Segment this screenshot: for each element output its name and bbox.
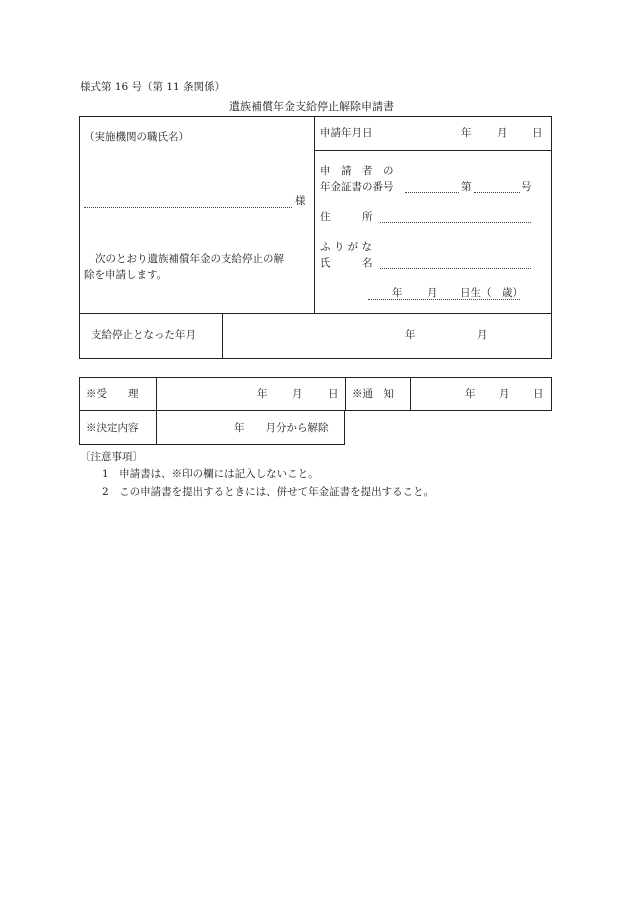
- date-day: 日: [532, 127, 543, 139]
- form-number: 様式第 16 号（第 11 条関係）: [80, 81, 226, 93]
- pension-number-line-b[interactable]: [474, 192, 520, 193]
- receipt-day: 日: [328, 388, 339, 400]
- receipt-year: 年: [257, 388, 268, 400]
- application-box: [79, 116, 552, 359]
- notes-heading: 〔注意事項〕: [80, 451, 143, 463]
- stop-month: 月: [477, 329, 488, 341]
- office-col-divider-2: [345, 377, 346, 411]
- stop-month-label: 支給停止となった年月: [91, 329, 196, 341]
- notice-month: 月: [499, 388, 510, 400]
- furigana-label: ふ り が な: [320, 241, 373, 253]
- decision-value: 年 月分から解除: [234, 422, 329, 434]
- office-col-divider: [156, 377, 157, 445]
- pension-number-label: 年金証書の番号: [320, 181, 394, 193]
- note-item-2: 2 この申請書を提出するときには、併せて年金証書を提出すること。: [102, 486, 435, 498]
- birth-day-age: 日生（ 歳）: [460, 287, 523, 299]
- notice-year: 年: [465, 388, 476, 400]
- pension-number-line-a[interactable]: [405, 192, 459, 193]
- note-item-1: 1 申請書は、※印の欄には記入しないこと。: [102, 468, 319, 480]
- date-row-divider: [314, 150, 552, 151]
- application-date-label: 申請年月日: [320, 127, 373, 139]
- honorific-sama: 様: [295, 195, 306, 207]
- notice-label: ※通 知: [352, 388, 394, 400]
- birth-month: 月: [427, 287, 438, 299]
- form-title: 遺族補償年金支給停止解除申請書: [229, 100, 394, 113]
- center-divider: [314, 116, 315, 313]
- pension-number-suffix: 号: [521, 181, 532, 193]
- stop-year: 年: [405, 329, 416, 341]
- pension-number-prefix: 第: [461, 181, 472, 193]
- request-text-line1: 次のとおり遺族補償年金の支給停止の解: [95, 253, 284, 265]
- address-line[interactable]: [380, 222, 531, 223]
- org-name-line[interactable]: [84, 207, 292, 208]
- date-year: 年: [461, 127, 472, 139]
- address-label: 住 所: [320, 211, 373, 223]
- applicant-label: 申 請 者 の: [320, 165, 394, 177]
- request-text-line2: 除を申請します。: [84, 269, 168, 281]
- stop-row-col-divider: [222, 313, 223, 359]
- birth-date-line[interactable]: [368, 299, 520, 300]
- name-label: 氏 名: [320, 257, 373, 269]
- receipt-month: 月: [292, 388, 303, 400]
- notice-day: 日: [533, 388, 544, 400]
- decision-label: ※決定内容: [86, 422, 139, 434]
- name-line[interactable]: [380, 268, 531, 269]
- birth-year: 年: [392, 287, 403, 299]
- org-label: （実施機関の職氏名）: [84, 131, 189, 143]
- stop-row-divider: [79, 313, 552, 314]
- receipt-label: ※受 理: [86, 388, 139, 400]
- date-month: 月: [497, 127, 508, 139]
- office-table-row1: [79, 377, 552, 411]
- office-col-divider-3: [410, 377, 411, 411]
